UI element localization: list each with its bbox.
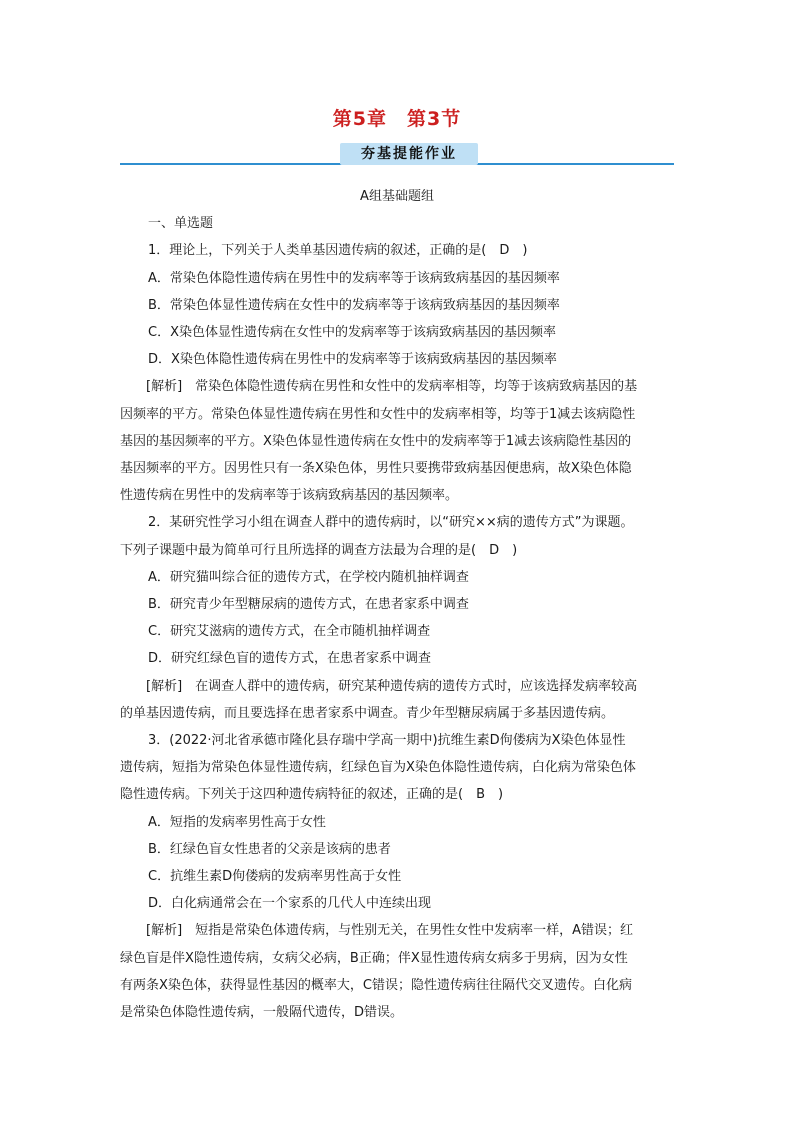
question-3-analysis-line: 是常染色体隐性遗传病，一般隔代遗传，D错误。 (120, 1005, 404, 1021)
question-3-analysis-line: 有两条X染色体，获得显性基因的概率大，C错误；隐性遗传病往往隔代交叉遗传。白化病 (120, 977, 632, 993)
document-body (120, 183, 674, 1026)
question-2-analysis-line: [解析] 在调查人群中的遗传病，研究某种遗传病的遗传方式时，应该选择发病率较高 (146, 678, 638, 694)
question-1-option-d: D．X染色体隐性遗传病在男性中的发病率等于该病致病基因的基因频率 (148, 352, 557, 368)
question-3-option-d: D．白化病通常会在一个家系的几代人中连续出现 (148, 896, 432, 912)
question-3-stem: 3．(2022·河北省承德市隆化县存瑞中学高一期中)抗维生素D佝偻病为X染色体显性 (148, 733, 626, 749)
question-1-analysis-line: 性遗传病在男性中的发病率等于该病致病基因的基因频率。 (120, 488, 459, 504)
section-banner (120, 143, 674, 165)
question-2-option-d: D．研究红绿色盲的遗传方式，在患者家系中调查 (148, 651, 432, 667)
question-3-option-b: B．红绿色盲女性患者的父亲是该病的患者 (148, 841, 391, 857)
banner-label: 夯基提能作业 (340, 143, 478, 165)
question-2-stem: 下列子课题中最为简单可行且所选择的调查方法最为合理的是( D ) (120, 542, 518, 558)
question-1-analysis-line: 基因的基因频率的平方。X染色体显性遗传病在女性中的发病率等于1减去该病隐性基因的 (120, 433, 632, 449)
question-3-stem: 隐性遗传病。下列关于这四种遗传病特征的叙述，正确的是( B ) (120, 787, 504, 803)
question-2-stem: 2．某研究性学习小组在调查人群中的遗传病时，以“研究××病的遗传方式”为课题。 (148, 515, 634, 531)
question-3-analysis-line: 绿色盲是伴X隐性遗传病，女病父必病，B正确；伴X显性遗传病女病多于男病，因为女性 (120, 950, 628, 966)
question-1-stem: 1．理论上，下列关于人类单基因遗传病的叙述，正确的是( D ) (148, 243, 528, 259)
question-3-analysis-line: [解析] 短指是常染色体遗传病，与性别无关，在男性女性中发病率一样，A错误；红 (146, 923, 634, 939)
chapter-title: 第5章 第3节 (332, 108, 462, 130)
question-1-option-c: C．X染色体显性遗传病在女性中的发病率等于该病致病基因的基因频率 (148, 325, 556, 341)
question-3-option-a: A．短指的发病率男性高于女性 (148, 814, 326, 830)
group-title: A组基础题组 (360, 189, 434, 204)
question-1-analysis-line: 基因频率的平方。因男性只有一条X染色体，男性只要携带致病基因便患病，故X染色体隐 (120, 461, 632, 477)
question-1-analysis-line: 因频率的平方。常染色体显性遗传病在男性和女性中的发病率相等，均等于1减去该病隐性 (120, 406, 636, 422)
question-3-option-c: C．抗维生素D佝偻病的发病率男性高于女性 (148, 869, 402, 885)
question-2-option-b: B．研究青少年型糖尿病的遗传方式，在患者家系中调查 (148, 597, 469, 613)
section-title: 一、单选题 (148, 216, 214, 232)
question-1-option-a: A．常染色体隐性遗传病在男性中的发病率等于该病致病基因的基因频率 (148, 270, 560, 286)
question-2-analysis-line: 的单基因遗传病，而且要选择在患者家系中调查。青少年型糖尿病属于多基因遗传病。 (120, 705, 615, 721)
question-3-stem: 遗传病，短指为常染色体显性遗传病，红绿色盲为X染色体隐性遗传病，白化病为常染色体 (120, 760, 636, 776)
question-1-option-b: B．常染色体显性遗传病在女性中的发病率等于该病致病基因的基因频率 (148, 297, 560, 313)
question-1-analysis-line: [解析] 常染色体隐性遗传病在男性和女性中的发病率相等，均等于该病致病基因的基 (146, 379, 638, 395)
question-2-option-c: C．研究艾滋病的遗传方式，在全市随机抽样调查 (148, 624, 431, 640)
question-2-option-a: A．研究猫叫综合征的遗传方式，在学校内随机抽样调查 (148, 569, 469, 585)
